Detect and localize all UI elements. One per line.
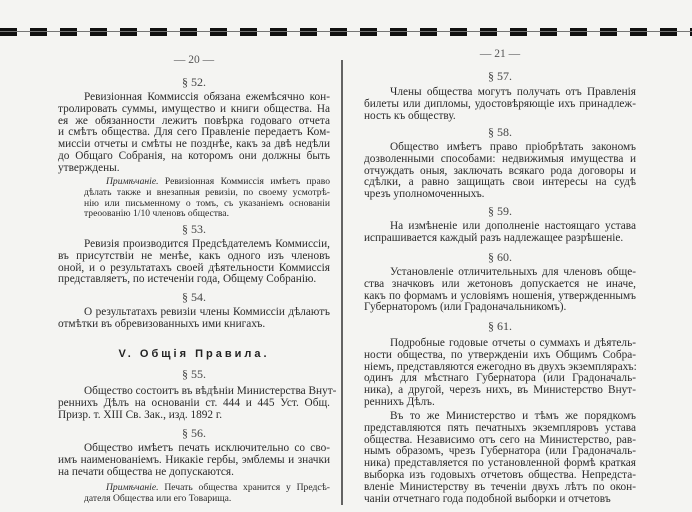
text-line: О результатахъ ревизіи члены Коммиссіи дѣлаютъ — [84, 306, 330, 318]
text-line: Призр. т. XIII Св. Зак., изд. 1892 г. — [58, 408, 223, 421]
text-line: треоованію 1/10 членовъ общества. — [84, 208, 229, 220]
text-line: одинъ для мѣстнаго Губернатора (или Градоначаль- — [364, 372, 636, 385]
text-line: тролировать суммы, имущество и книги общества. На — [58, 102, 330, 115]
text-line: Ревизія производится Предсѣдателемъ Коммиссіи, — [84, 238, 330, 250]
text-line: отчуждать оныя, заключать всякаго рода договоры и — [364, 164, 636, 177]
section-title: § 56. — [182, 426, 206, 440]
left-page — [58, 0, 337, 512]
text-line: оной, и о результатахъ своей дѣятельности Коммиссія — [58, 261, 330, 274]
text-line: до Общаго Собранія, на которомъ они должны быть — [58, 149, 330, 162]
section-title: § 61. — [488, 319, 512, 333]
text-line: выборка изъ годовыхъ отчетовъ общества. Непредста- — [364, 468, 636, 481]
text-line: въ присутствіи не менѣе, какъ одного изъ членовъ — [58, 249, 330, 262]
text-line: ности общества, по утвержденіи ихъ Общимъ Собра- — [364, 348, 636, 361]
text-line: представляются пять печатныхъ экземпляровъ устава — [364, 421, 636, 434]
text-line: ника) представляется по установленной формѣ краткая — [364, 457, 636, 470]
text-line: Губернаторомъ (или Градоначальникомъ). — [364, 301, 567, 314]
paragraph — [58, 443, 330, 478]
chapter-heading: V. Общія Правила. — [118, 348, 270, 360]
note-text: Печать общества хранится у Предсѣ- — [164, 482, 330, 493]
section-title: § 55. — [182, 367, 206, 381]
paragraph — [364, 221, 636, 245]
text-line: ника), а другой, черезъ нихъ, въ Министерство Внут- — [364, 384, 636, 397]
text-line: вленіе Министерству въ теченіи двухъ лѣтъ по окон- — [364, 480, 636, 493]
paragraph — [58, 307, 330, 331]
text-line: дѣлать также и внезапныя ревизіи, по своему усмотрѣ- — [84, 186, 330, 198]
paragraph — [58, 239, 330, 286]
text-line: реннихъ Дѣлъ на основаніи ст. 444 и 445 Уст. Общ. — [58, 396, 330, 409]
text-line: Общество состоитъ въ вѣдѣніи Министерства Внут- — [84, 385, 337, 397]
paragraph — [364, 411, 636, 505]
text-line: На измѣненіе или дополненіе настоящаго устава — [390, 220, 636, 232]
text-line: реннихъ Дѣлъ. — [364, 395, 435, 408]
section-title: § 54. — [182, 290, 206, 304]
note-label: Примѣчаніе. — [106, 482, 159, 493]
text-line: Члены общества могутъ получать отъ Правленія — [390, 86, 636, 98]
text-line: Ревизіонная Коммиссія обязана ежемѣсячно кон- — [84, 91, 330, 103]
section-title: § 58. — [488, 125, 512, 139]
section-title: § 53. — [182, 222, 206, 236]
note — [84, 483, 330, 505]
page-number: — 21 — — [479, 48, 521, 60]
text-line: чрезъ уполномоченныхъ. — [364, 188, 485, 201]
page-gutter — [341, 60, 343, 505]
paragraph — [364, 87, 636, 122]
text-line: отмѣтки въ обревизованныхъ ими книгахъ. — [58, 317, 266, 330]
paragraph — [58, 385, 337, 421]
paragraph — [364, 338, 636, 409]
text-line: Общество имѣетъ право пріобрѣтать закономъ — [390, 141, 636, 153]
text-line: Общество имѣетъ печать исключительно со сво- — [84, 442, 330, 454]
page-number: — 20 — — [173, 54, 215, 66]
paragraph — [58, 92, 330, 175]
text-line: и смѣтъ общества. Для сего Правленіе передаетъ Ком- — [58, 126, 330, 139]
text-line: миссіи отчеты и смѣты не позднѣе, какъ за двѣ недѣли — [58, 138, 330, 151]
note-text: Ревизіонная Коммиссія имѣетъ право — [164, 176, 330, 187]
text-line: сдѣлки, а равно защищать свои интересы на судѣ — [364, 176, 636, 189]
text-line: на печати общества не допускаются. — [58, 465, 234, 478]
text-line: ея же обязанности лежитъ повѣрка годоваго отчета — [58, 114, 330, 127]
text-line: испрашивается каждый разъ надлежащее разрѣшеніе. — [364, 231, 624, 244]
text-line: ніемъ, представляются ежегодно въ двухъ экземплярахъ: — [364, 360, 637, 373]
text-line: билеты или дипломы, удостовѣряющіе ихъ принадлеж- — [364, 97, 636, 110]
text-line: дателя Общества или его Товарища. — [84, 492, 232, 504]
text-line: Въ то же Министерство и тѣмъ же порядкомъ — [390, 410, 636, 422]
section-title: § 52. — [182, 75, 206, 89]
section-title: § 59. — [488, 204, 512, 218]
text-line: ность къ обществу. — [364, 109, 456, 122]
text-line: общества. Независимо отъ сего на Министерство, рав- — [364, 433, 636, 446]
text-line: Подробные годовые отчеты о суммахъ и дѣятель- — [390, 337, 636, 349]
paragraph — [364, 142, 636, 201]
note — [84, 177, 330, 220]
paragraph — [364, 267, 636, 314]
text-line: дозволенными способами: недвижимыя имущества и — [364, 152, 636, 165]
text-line: представляетъ, по истеченіи года, Общему Собранію. — [58, 273, 317, 286]
text-line: нію или письменному о томъ, съ указаніемъ основаніи — [84, 197, 330, 209]
text-line: нымъ образомъ, чрезъ Губернатора (или Градоначаль- — [364, 445, 636, 458]
text-line: Установленіе отличительныхъ для членовъ обще- — [390, 266, 636, 278]
section-title: § 57. — [488, 69, 512, 83]
text-line: ства значковъ или жетоновъ допускается не иначе, — [364, 277, 636, 290]
text-line: имъ наименованіемъ. Никакіе гербы, эмблемы и значки — [58, 453, 330, 466]
right-page — [364, 0, 636, 512]
text-line: чаніи отчетнаго года подобной выборки и отчетовъ — [364, 492, 611, 505]
text-line: утверждены. — [58, 161, 120, 174]
section-title: § 60. — [488, 250, 512, 264]
text-line: какъ по формамъ и условіямъ ношенія, утвержденнымъ — [364, 289, 636, 302]
note-label: Примѣчаніе. — [106, 176, 159, 187]
